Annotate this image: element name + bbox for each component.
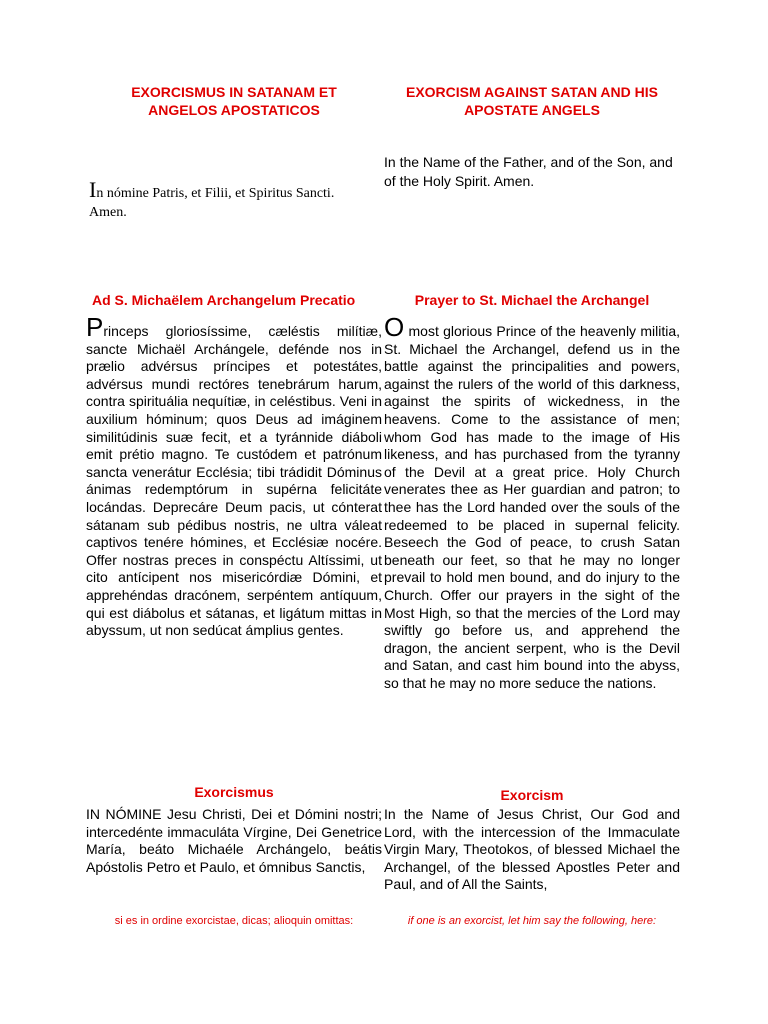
english-prayer-heading: Prayer to St. Michael the Archangel [414, 292, 650, 308]
english-exorcism-heading: Exorcism [500, 787, 564, 803]
english-prayer-body: most glorious Prince of the heavenly militia, St. Michael the Archangel, defend us in the battle against the principalities and powers, against the rulers of the world of this darkness, against the spirits of wickedness, in the heavens. Come to the assistance of men; whom God has made to the image of His likeness, and has purchased from the tyranny of the Devil at a great price. Holy Church venerates thee as Her guardian and patron; to thee has the Lord handed over the souls of the redeemed to be placed in supernal felicity. Beseech the God of peace, to crush Satan beneath our feet, so that he may no longer prevail to hold men bound, and do injury to the Church. Offer our prayers in the sight of the Most High, so that the mercies of the Lord may swiftly go before us, and apprehend the dragon, the ancient serpent, who is the Devil and Satan, and cast him bound into the abyss, so that he may no more seduce the nations. [384, 323, 680, 691]
latin-title: EXORCISMUS IN SATANAM ET ANGELOS APOSTATICOS [131, 84, 337, 118]
english-prayer-text [384, 312, 680, 692]
english-rubric: if one is an exorcist, let him say the following, here: [407, 915, 657, 927]
latin-rubric: si es in ordine exorcistae, dicas; alioquin omittas: [114, 915, 354, 927]
english-exorcism-text: In the Name of Jesus Christ, Our God and Lord, with the intercession of the Immaculate Virgin Mary, Theotokos, of blessed Michael the Archangel, of the blessed Apostles Peter and Paul, and of All the Saints, [384, 806, 680, 893]
latin-exorcism-heading: Exorcismus [194, 784, 274, 800]
latin-invocation-text: n nómine Patris, et Filii, et Spiritus Sancti. Amen. [89, 186, 335, 220]
latin-prayer-body: rinceps gloriosíssime, cæléstis milítiæ, sancte Michaël Archángele, defénde nos in prælio advérsus príncipes et potestátes, advérsus mundi rectóres tenebrárum harum, contra spirituália nequítiæ, in celéstibus. Veni in auxilium hóminum; quos Deus ad imáginem similitúdinis suæ fecit, et a tyránnide diáboli emit prétio magno. Te custódem et patrónum sancta venerátur Ecclésia; tibi trádidit Dóminus ánimas redemptórum in supérna felicitáte locándas. Deprecáre Deum pacis, ut cónterat sátanam sub pédibus nostris, ne ultra váleat captivos tenére hómines, et Ecclésiæ nocére. Offer nostras preces in conspéctu Altíssimi, ut cito antícipent nos misericórdiæ Dómini, et apprehéndas dracónem, serpéntem antíquum, qui est diábolus et sátanas, et ligátum mittas in abyssum, ut non sedúcat ámplius gentes. [86, 323, 382, 639]
english-title: EXORCISM AGAINST SATAN AND HIS APOSTATE ANGELS [405, 84, 658, 118]
latin-prayer-text [86, 317, 382, 640]
english-prayer-initial: O [384, 312, 405, 342]
latin-invocation-initial: I [89, 177, 97, 202]
latin-invocation [89, 177, 369, 222]
latin-prayer-heading: Ad S. Michaëlem Archangelum Precatio [92, 292, 356, 308]
latin-prayer-initial: P [86, 317, 104, 342]
latin-exorcism-text: IN NÓMINE Jesu Christi, Dei et Dómini nostri; intercedénte immaculáta Vírgine, Dei Genetrice María, beáto Michaéle Archángelo, beátis Apóstolis Petro et Paulo, et ómnibus Sanctis, [86, 806, 382, 875]
english-invocation: In the Name of the Father, and of the Son, and of the Holy Spirit. Amen. [384, 154, 673, 189]
